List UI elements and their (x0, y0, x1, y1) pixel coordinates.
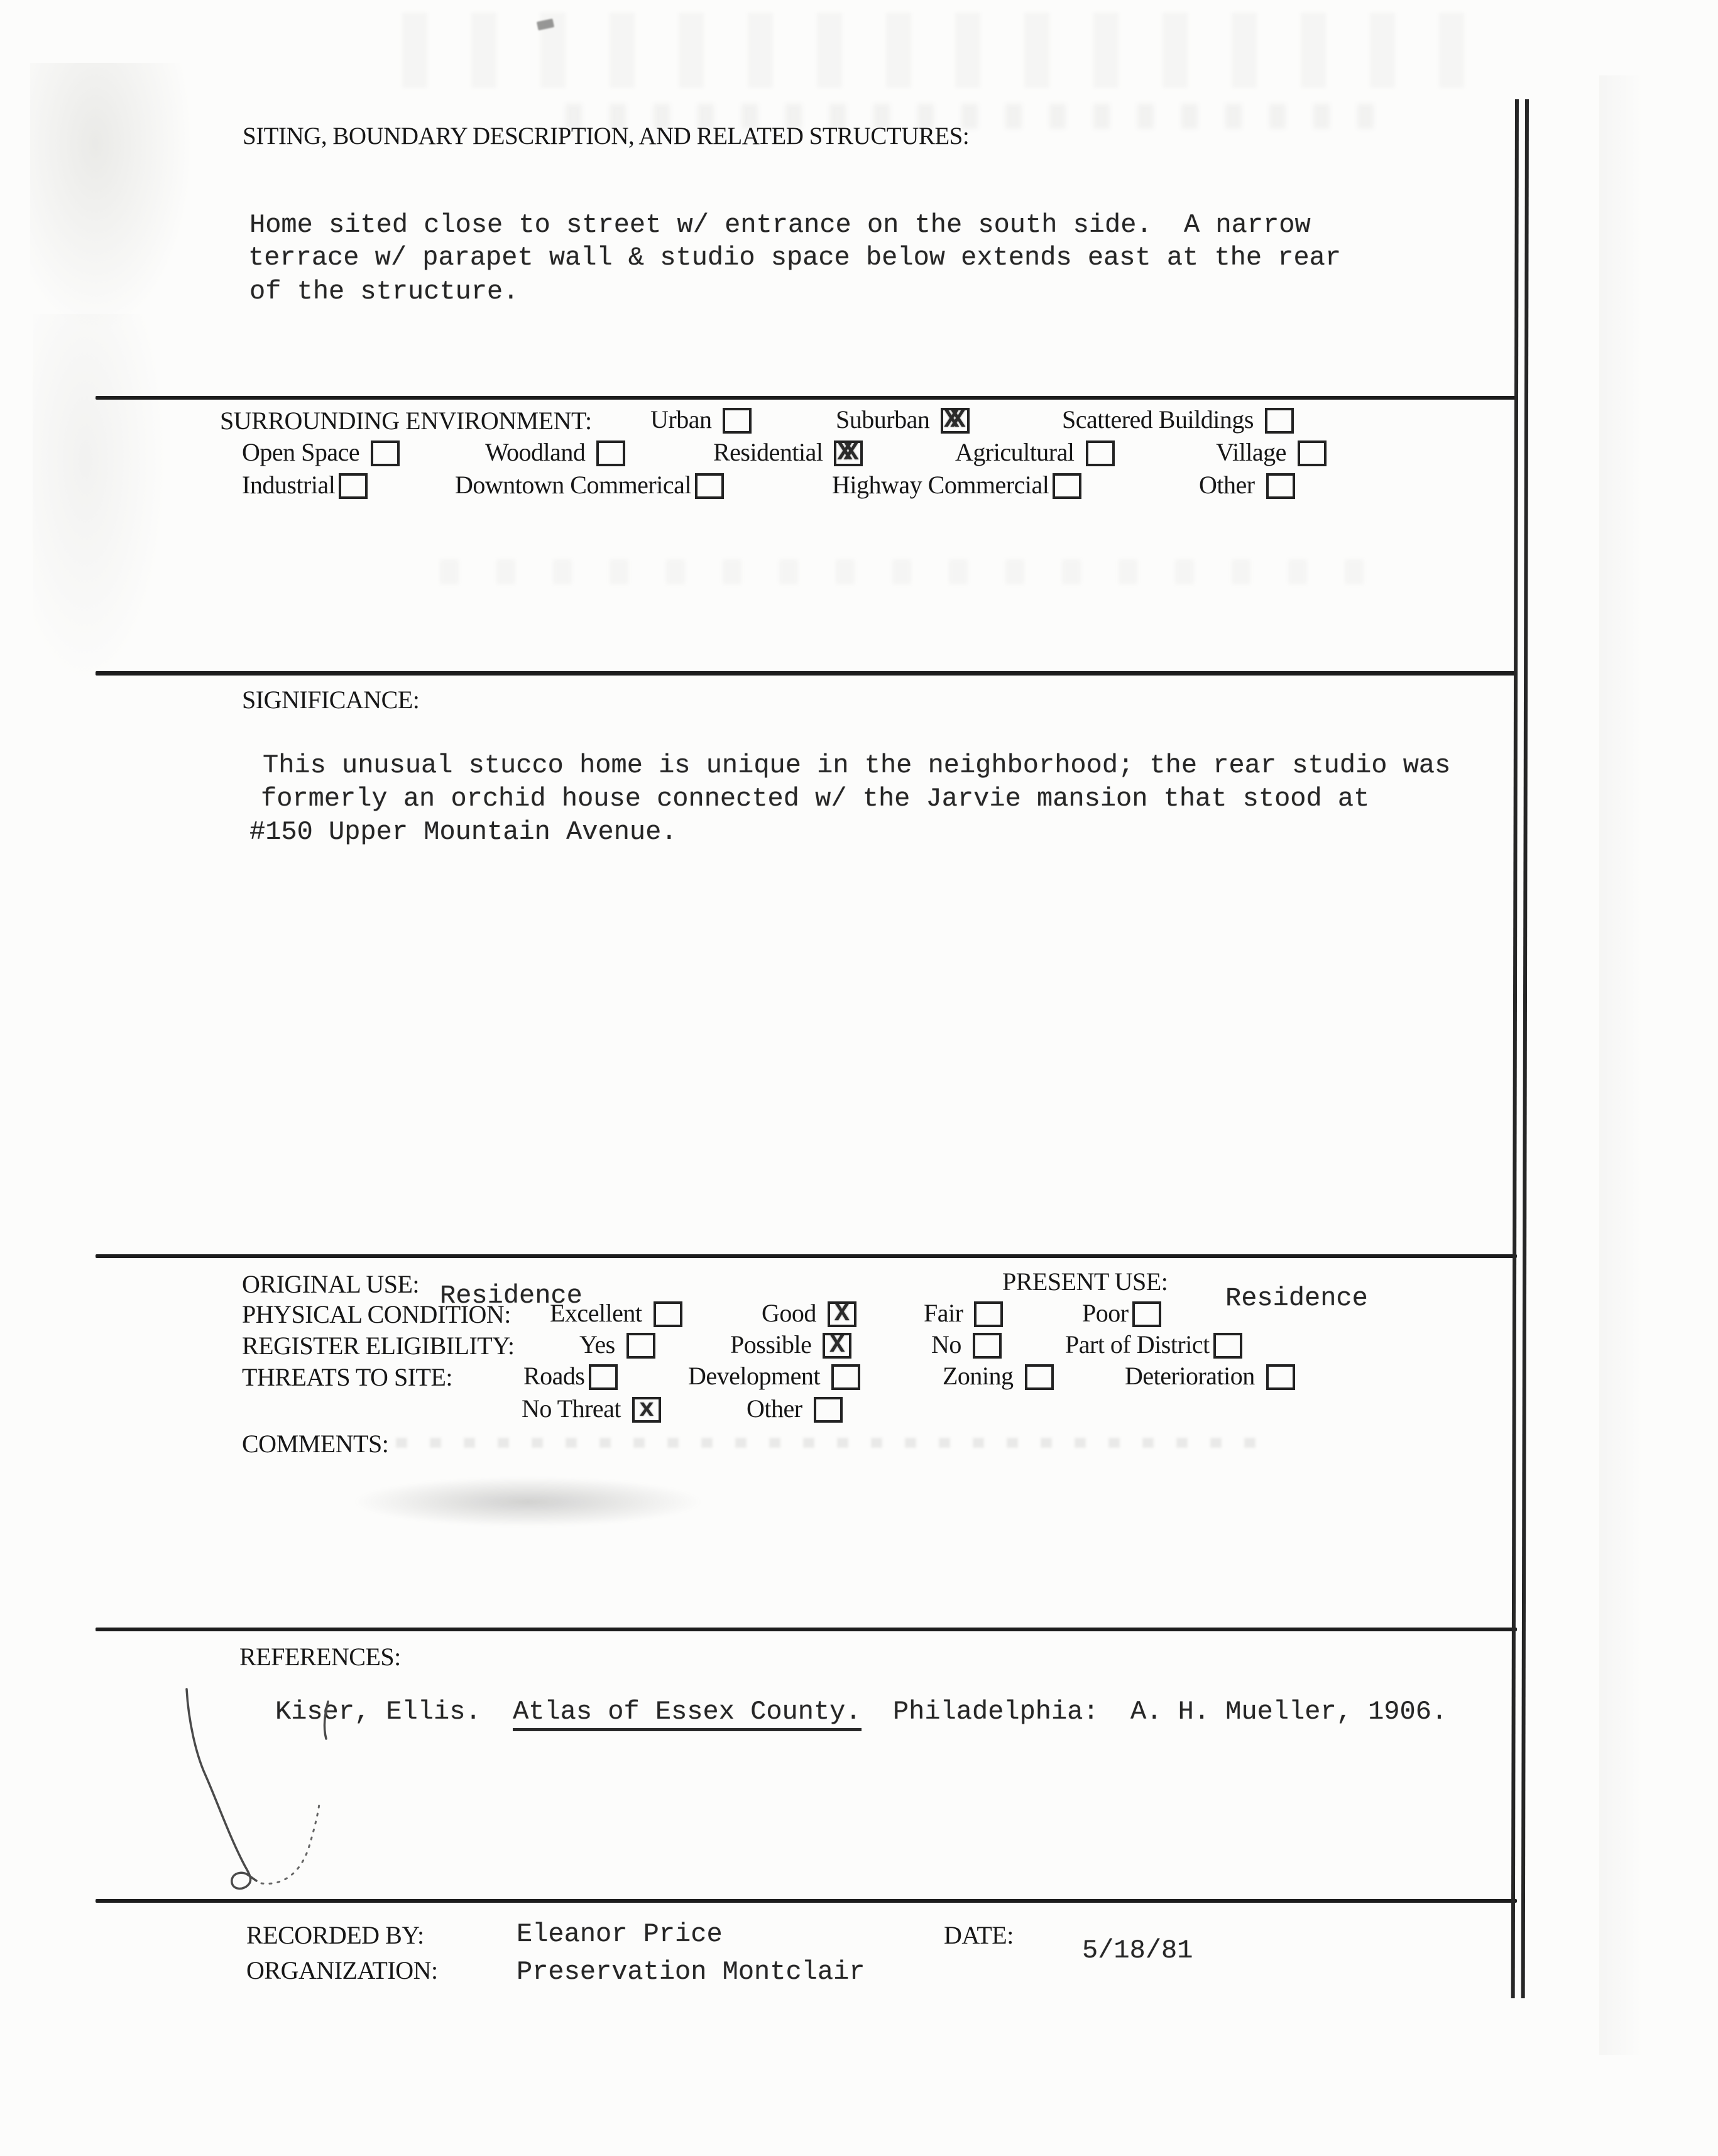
eligibility-option-no (931, 1330, 1002, 1359)
checkbox-no-threat: x (632, 1397, 661, 1423)
original-use-value: Residence (440, 1281, 583, 1311)
option-label: Poor (1082, 1299, 1129, 1327)
option-label: Deterioration (1125, 1362, 1255, 1390)
option-label: Downtown Commerical (455, 471, 691, 499)
checkbox-development (831, 1364, 860, 1390)
original-use-label: ORIGINAL USE: (242, 1270, 419, 1298)
option-label: Agricultural (955, 438, 1075, 466)
env-option-downtown-commerical (455, 470, 724, 500)
scan-smudge (352, 1477, 704, 1527)
option-label: Woodland (485, 438, 586, 466)
env-option-agricultural (955, 437, 1115, 467)
citation-rest: Philadelphia: A. H. Mueller, 1906. (861, 1697, 1448, 1727)
threats-label: THREATS TO SITE: (242, 1363, 452, 1391)
section-divider (96, 671, 1517, 676)
checkbox-threat-other (814, 1397, 843, 1423)
env-option-residential (713, 437, 863, 467)
environment-label: SURROUNDING ENVIRONMENT: (220, 407, 592, 435)
checkbox-woodland (596, 441, 625, 466)
option-label: Good (762, 1299, 816, 1327)
eligibility-option-yes (579, 1330, 655, 1359)
option-label: Part of District (1065, 1330, 1210, 1359)
checkbox-no (973, 1333, 1002, 1359)
present-use-label: PRESENT USE: (1002, 1267, 1168, 1296)
option-label: Industrial (242, 471, 336, 499)
threat-option-development (688, 1361, 860, 1391)
checkbox-scattered-buildings (1265, 408, 1294, 434)
option-label: Other (1199, 471, 1255, 499)
organization-value: Preservation Montclair (517, 1957, 865, 1987)
scan-smudge (30, 63, 194, 333)
siting-text-line: terrace w/ parapet wall & studio space below extends east at the rear (248, 243, 1342, 273)
threat-option-no-threat (522, 1394, 661, 1423)
eligibility-option-part-of-district (1065, 1330, 1242, 1359)
reference-citation (275, 1695, 1447, 1728)
significance-text-line: formerly an orchid house connected w/ the Jarvie mansion that stood at (261, 784, 1370, 814)
option-label: Possible (730, 1330, 812, 1359)
option-label: Village (1216, 438, 1286, 466)
option-label: Residential (713, 438, 823, 466)
condition-option-good (762, 1298, 856, 1328)
checkbox-part-of-district (1213, 1333, 1242, 1359)
env-option-highway-commercial (832, 470, 1081, 500)
section-divider (96, 396, 1517, 400)
option-label: Roads (523, 1362, 585, 1390)
checkbox-deterioration (1266, 1364, 1295, 1390)
citation-author: Kiser, Ellis. (275, 1697, 513, 1727)
env-option-suburban (836, 405, 970, 434)
checkbox-agricultural (1086, 441, 1115, 466)
checkbox-excellent (654, 1301, 682, 1327)
checkbox-urban (723, 408, 752, 434)
option-label: Other (747, 1394, 802, 1423)
page-edge-double-line (1511, 99, 1529, 1998)
option-label: Fair (924, 1299, 963, 1327)
option-label: Zoning (943, 1362, 1014, 1390)
option-label: Suburban (836, 405, 930, 434)
checkbox-fair (974, 1301, 1003, 1327)
threat-option-deterioration (1125, 1361, 1295, 1391)
references-label: REFERENCES: (239, 1643, 401, 1671)
physical-condition-label: PHYSICAL CONDITION: (242, 1300, 511, 1328)
env-option-other (1199, 470, 1295, 500)
scan-smudge (402, 13, 1470, 88)
threat-option-zoning (943, 1361, 1054, 1391)
citation-title: Atlas of Essex County. (513, 1697, 862, 1731)
checkbox-open-space (371, 441, 400, 466)
checkbox-roads (589, 1364, 618, 1390)
organization-label: ORGANIZATION: (246, 1956, 438, 1984)
checkbox-env-other (1266, 473, 1295, 499)
checkbox-industrial (339, 473, 368, 499)
present-use-value: Residence (1225, 1283, 1368, 1313)
option-label: Open Space (242, 438, 360, 466)
scan-smudge (537, 18, 554, 30)
option-label: Development (688, 1362, 820, 1390)
siting-text-line: of the structure. (249, 276, 519, 307)
option-label: Yes (579, 1330, 615, 1359)
register-eligibility-label: REGISTER ELIGIBILITY: (242, 1332, 515, 1360)
env-option-scattered-buildings (1062, 405, 1294, 434)
condition-option-excellent (550, 1298, 682, 1328)
date-value: 5/18/81 (1082, 1935, 1193, 1966)
recorded-by-label: RECORDED BY: (246, 1921, 424, 1949)
env-option-urban (650, 405, 752, 434)
env-option-woodland (485, 437, 625, 467)
checkbox-suburban: XX (941, 408, 970, 434)
option-label: Excellent (550, 1299, 642, 1327)
pen-mark (151, 1653, 364, 1917)
significance-text-line: This unusual stucco home is unique in the neighborhood; the rear studio was (263, 750, 1451, 780)
siting-text-line: Home sited close to street w/ entrance on the south side. A narrow (249, 210, 1311, 240)
env-option-industrial (242, 470, 368, 500)
checkbox-highway-commercial (1053, 473, 1081, 499)
checkbox-good: X (828, 1301, 856, 1327)
threat-option-roads (523, 1361, 618, 1391)
option-label: Highway Commercial (832, 471, 1049, 499)
checkbox-village (1298, 441, 1327, 466)
env-option-open-space (242, 437, 400, 467)
section-divider (96, 1254, 1517, 1258)
option-label: Urban (650, 405, 712, 434)
option-label: No Threat (522, 1394, 621, 1423)
significance-text-line: #150 Upper Mountain Avenue. (249, 817, 677, 847)
condition-option-fair (924, 1298, 1003, 1328)
option-label: Scattered Buildings (1062, 405, 1254, 434)
checkbox-yes (626, 1333, 655, 1359)
scan-smudge (396, 1438, 1276, 1448)
scan-smudge (1599, 75, 1643, 2055)
option-label: No (931, 1330, 961, 1359)
checkbox-downtown-commerical (695, 473, 724, 499)
siting-heading: SITING, BOUNDARY DESCRIPTION, AND RELATED STRUCTURES: (243, 123, 970, 150)
scan-smudge (33, 314, 165, 679)
eligibility-option-possible (730, 1330, 851, 1359)
condition-option-poor (1082, 1298, 1161, 1328)
comments-label: COMMENTS: (242, 1430, 389, 1458)
section-divider (96, 1628, 1517, 1631)
date-label: DATE: (944, 1921, 1014, 1949)
recorded-by-value: Eleanor Price (517, 1919, 723, 1949)
env-option-village (1216, 437, 1327, 467)
checkbox-residential: XX (834, 441, 863, 466)
checkbox-poor (1132, 1301, 1161, 1327)
scan-smudge (440, 559, 1382, 584)
threat-option-other (747, 1394, 843, 1423)
checkbox-possible: X (823, 1333, 851, 1359)
section-divider (96, 1899, 1517, 1903)
significance-label: SIGNIFICANCE: (242, 686, 420, 714)
checkbox-zoning (1025, 1364, 1054, 1390)
